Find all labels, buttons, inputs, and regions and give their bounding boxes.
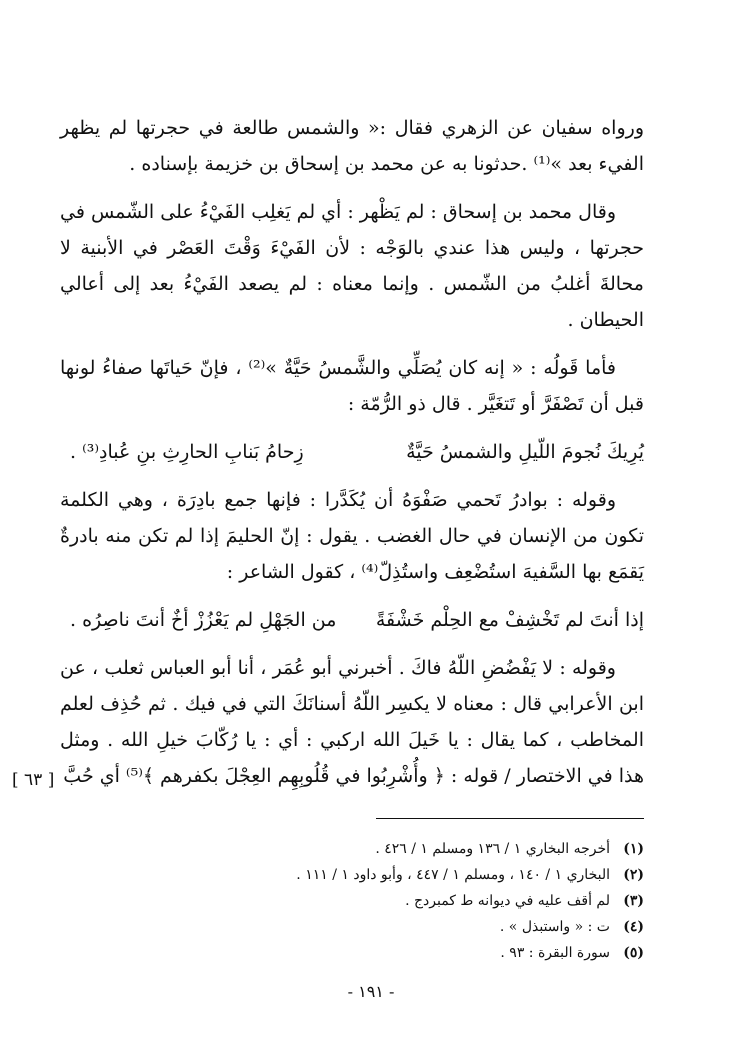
footnote bbox=[164, 914, 644, 940]
paragraph-2: وقال محمد بن إسحاق : لم يَظْهر : أي لم يَغلِب الفَيْءُ على الشّمس في حجرتها ، وليس هذا عندي بالوَجْه : لأن الفَيْءَ وَقْتَ العَصْر في الأبنية لا محالةَ أغلبُ من الشّمس . وإنما معناه : لم يصعد الفَيْءُ بعد إلى أعالي الحيطان . bbox=[60, 201, 644, 331]
footnotes bbox=[164, 836, 644, 966]
footnote-text: أخرجه البخاري ١ / ١٣٦ ومسلم ١ / ٤٢٦ . bbox=[375, 841, 610, 857]
manuscript-folio-reference: [ ٦٣ ] bbox=[12, 770, 55, 790]
verse-1-first-hemistich: يُرِيكَ نُجومَ اللّيلِ والشمسُ حَيَّةٌ bbox=[406, 441, 644, 463]
footnote bbox=[164, 940, 644, 966]
footnote-number: (٢) bbox=[623, 867, 644, 883]
verse-2-second-hemistich: من الجَهْلِ لم يَعْزُزْ أخٌ أنتَ ناصِرُه . bbox=[70, 609, 337, 631]
footnote-divider bbox=[376, 818, 644, 819]
footnote-text: لم أقف عليه في ديوانه ط كمبردج . bbox=[405, 893, 610, 909]
footnote-text: سورة البقرة : ٩٣ . bbox=[500, 945, 610, 961]
footnote-number: (١) bbox=[623, 841, 644, 857]
paragraph-1: ورواه سفيان عن الزهري فقال :« والشمس طالعة في حجرتها لم يظهر الفيء بعد »⁽¹⁾ .حدثونا به عن محمد بن إسحاق بن خزيمة بإسناده . bbox=[60, 117, 644, 175]
footnote-number: (٥) bbox=[623, 945, 644, 961]
paragraph-3: فأما قَولُه : « إنه كان يُصَلِّي والشَّمسُ حَيَّةٌ »⁽²⁾ ، فإنّ حَياتَها صفاءُ لونها قبل أن تَصْفَرَّ أو تَتغَيَّر . قال ذو الرُّمّة : bbox=[60, 357, 644, 415]
footnote bbox=[164, 836, 644, 862]
footnote bbox=[164, 888, 644, 914]
footnote bbox=[164, 862, 644, 888]
verse-1-second-hemistich: زِحامُ بَنابِ الحارِثِ بنِ عُبادِ⁽³⁾ . bbox=[70, 441, 304, 463]
paragraph-5: وقوله : لا يَفْضُضِ اللّهُ فاكَ . أخبرني أبو عُمَر ، أنا أبو العباس ثعلب ، عن ابن الأعرابي قال : معناه لا يكسِر اللّهُ أسنانَكَ التي في فيك . ثم حُذِف لعلم المخاطب ، كما يقال : يا خَيلَ الله اركبي : أي : يا رُكّابَ خيلِ الله . ومثل هذا في الاختصار / قوله : ﴿ وأُشْرِبُوا في قُلُوبِهِم العِجْلَ بكفرهم ﴾⁽⁵⁾ أي حُبَّ bbox=[60, 657, 644, 787]
verse-2-first-hemistich: إذا أنتَ لم تَخْشِفْ مع الحِلْم خَشْفَةً bbox=[375, 609, 644, 631]
main-text bbox=[60, 110, 644, 806]
footnote-number: (٤) bbox=[623, 919, 644, 935]
footnote-text: ت : « واستبذل » . bbox=[499, 919, 610, 935]
paragraph-4: وقوله : بوادرُ تَحمي صَفْوَهُ أن يُكَدَّرا : فإنها جمع بادِرَة ، وهي الكلمة تكون من الإنسان في حال الغضب . يقول : إنّ الحليمَ إذا لم تكن منه بادرةٌ يَقمَع بها السَّفيهَ استُضْعِف واستُذِلّ⁽⁴⁾ ، كقول الشاعر : bbox=[60, 489, 644, 583]
footnote-text: البخاري ١ / ١٤٠ ، ومسلم ١ / ٤٤٧ ، وأبو داود ١ / ١١١ . bbox=[296, 867, 610, 883]
footnote-number: (٣) bbox=[623, 893, 644, 909]
page-number: - ١٩١ - bbox=[347, 982, 395, 1001]
verse-dhu-al-rumma bbox=[60, 434, 644, 470]
verse-poet bbox=[60, 602, 644, 638]
